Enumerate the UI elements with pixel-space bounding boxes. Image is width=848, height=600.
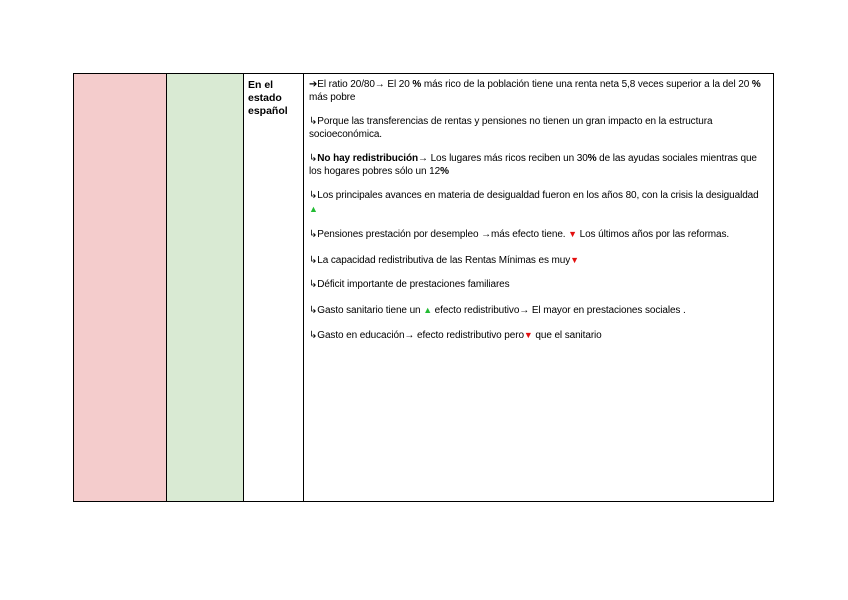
text-run: ↳ (309, 153, 318, 164)
content-paragraph (309, 228, 769, 242)
text-run: → Los lugares más ricos reciben un 30 (417, 153, 588, 164)
text-run: más rico de la población tiene una renta neta 5,8 veces superior a la del 20 (421, 79, 752, 90)
text-run: ➔El ratio 20/80→ El 20 (309, 79, 413, 90)
text-run: efecto redistributivo→ El mayor en prestaciones sociales . (432, 304, 686, 316)
text-run: más pobre (309, 91, 356, 103)
empty-cell-pink (74, 74, 167, 501)
content-paragraph (309, 329, 769, 343)
bold-text: % (440, 165, 449, 177)
content-paragraph (309, 79, 769, 104)
down-triangle-icon: ▼ (570, 254, 579, 265)
text-run: de las ayudas sociales mientras que los hogares pobres sólo un 12 (309, 153, 757, 177)
text-run: ↳Gasto en educación→ efecto redistributivo pero (309, 330, 524, 341)
bold-text: No hay redistribución (317, 153, 418, 164)
bold-text: % (587, 153, 597, 164)
text-run: ↳La capacidad redistributiva de las Rentas Mínimas es muy (309, 254, 571, 266)
content-paragraph (309, 279, 769, 292)
text-run: Los últimos años por las reformas. (576, 229, 730, 240)
content-paragraph (309, 190, 769, 216)
text-run: ↳Los principales avances en materia de desigualdad fueron en los años 80, con la crisis la desigualdad (309, 190, 759, 201)
up-triangle-icon: ▲ (309, 203, 318, 214)
content-paragraph (309, 304, 769, 318)
text-run: ↳Déficit importante de prestaciones familiares (309, 279, 510, 290)
content-paragraph (309, 153, 769, 178)
up-triangle-icon: ▲ (423, 304, 432, 315)
down-triangle-icon: ▼ (568, 229, 577, 239)
row-label-cell (244, 74, 304, 501)
empty-cell-green (167, 74, 244, 501)
down-triangle-icon: ▼ (523, 330, 533, 340)
content-paragraph (309, 254, 769, 268)
row-label: En el estado español (248, 79, 288, 117)
content-table (73, 73, 774, 502)
text-run: ↳Porque las transferencias de rentas y pensiones no tienen un gran impacto en la estructura socioeconómica. (309, 116, 713, 140)
text-run: ↳Pensiones prestación por desempleo →más efecto tiene. (309, 229, 569, 240)
row-content-cell (304, 74, 773, 501)
text-run: que el sanitario (532, 330, 602, 341)
bold-text: % (751, 79, 761, 90)
bold-text: % (412, 79, 422, 90)
text-run: ↳Gasto sanitario tiene un (309, 304, 424, 316)
content-paragraph (309, 116, 769, 141)
